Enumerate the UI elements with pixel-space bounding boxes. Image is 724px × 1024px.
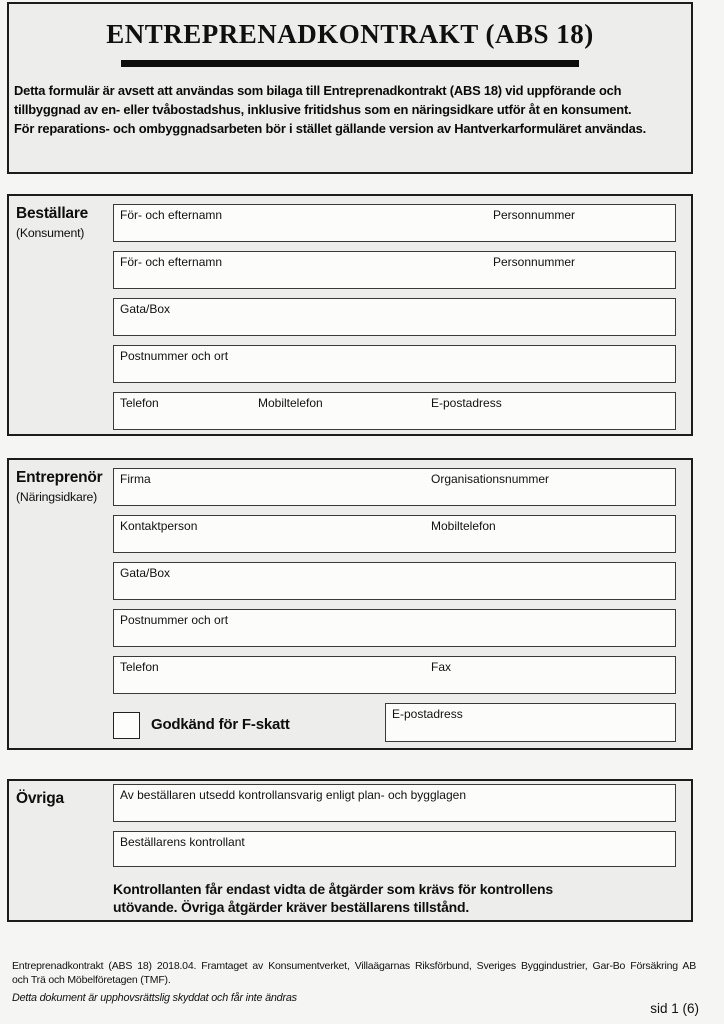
ovriga-fields — [113, 784, 676, 916]
bestallare-label: Beställare — [16, 205, 89, 222]
phone-label: Telefon — [120, 396, 159, 410]
intro-text — [14, 81, 683, 138]
entreprenor-label: Entreprenör — [16, 469, 103, 486]
street-label: Gata/Box — [120, 302, 171, 316]
orgnr-label: Organisationsnummer — [431, 472, 550, 486]
bestallare-street-field[interactable] — [113, 298, 676, 336]
intro-line-1: Detta formulär är avsett att användas som bilaga till Entreprenadkontrakt (ABS 18) vid uppförande och — [14, 83, 622, 98]
ovriga-section-label — [16, 790, 112, 808]
fskatt-row — [113, 703, 676, 742]
section-entreprenor — [7, 458, 693, 750]
zip-label: Postnummer och ort — [120, 349, 229, 363]
note-line-1: Kontrollanten får endast vidta de åtgärder som krävs för kontrollens — [113, 881, 553, 897]
intro-line-2: tillbyggnad av en- eller tvåbostadshus, inklusive fritidshus som en näringsidkare utför åt en konsument. — [14, 102, 632, 117]
title-box — [7, 2, 693, 174]
ent-phone-label: Telefon — [120, 660, 159, 674]
firma-label: Firma — [120, 472, 151, 486]
kontrollant-label: Beställarens kontrollant — [120, 835, 245, 849]
entreprenor-fields — [113, 468, 676, 742]
ovriga-label: Övriga — [16, 790, 64, 807]
section-bestallare — [7, 194, 693, 436]
kontrollansvarig-field[interactable] — [113, 784, 676, 822]
entreprenor-contact-field[interactable] — [113, 515, 676, 553]
kontrollant-field[interactable] — [113, 831, 676, 867]
entreprenor-sublabel: (Näringsidkare) — [16, 490, 98, 504]
pnr2-label: Personnummer — [493, 255, 576, 269]
credits-line-1: Entreprenadkontrakt (ABS 18) 2018.04. Framtaget av Konsumentverket, Villaägarnas Riksförbund, Sveriges Byggindustrier, Gar-Bo Försäkring AB — [12, 960, 696, 972]
kontrollansvarig-label: Av beställaren utsedd kontrollansvarig enligt plan- och bygglagen — [120, 788, 467, 802]
bestallare-name2-field[interactable] — [113, 251, 676, 289]
contact-label: Kontaktperson — [120, 519, 198, 533]
email-label: E-postadress — [431, 396, 502, 410]
entreprenor-section-label — [16, 469, 112, 504]
page-number: sid 1 (6) — [650, 1001, 699, 1016]
footer-credits — [12, 960, 696, 987]
entreprenor-firma-field[interactable] — [113, 468, 676, 506]
credits-line-2: och Trä och Möbelföretagen (TMF). — [12, 973, 171, 986]
entreprenor-email-field[interactable] — [385, 703, 676, 742]
name2-label: För- och efternamn — [120, 255, 223, 269]
bestallare-name1-field[interactable] — [113, 204, 676, 242]
title-underline-bar — [121, 60, 579, 67]
page-title: ENTREPRENADKONTRAKT (ABS 18) — [106, 19, 594, 49]
mobile-label: Mobiltelefon — [258, 396, 323, 410]
fax-label: Fax — [431, 660, 452, 674]
bestallare-fields — [113, 204, 676, 439]
section-ovriga — [7, 779, 693, 922]
bestallare-sublabel: (Konsument) — [16, 226, 85, 240]
kontrollant-note — [113, 880, 676, 916]
ent-mobile-label: Mobiltelefon — [431, 519, 496, 533]
ent-email-label: E-postadress — [392, 707, 463, 721]
bestallare-phone-field[interactable] — [113, 392, 676, 430]
entreprenor-street-field[interactable] — [113, 562, 676, 600]
entreprenor-zip-field[interactable] — [113, 609, 676, 647]
ent-zip-label: Postnummer och ort — [120, 613, 229, 627]
intro-line-3: För reparations- och ombyggnadsarbeten bör i stället gällande version av Hantverkarformuläret användas. — [14, 121, 646, 136]
entreprenor-phone-field[interactable] — [113, 656, 676, 694]
bestallare-section-label — [16, 205, 112, 240]
f-skatt-label: Godkänd för F-skatt — [151, 716, 290, 733]
name1-label: För- och efternamn — [120, 208, 223, 222]
ent-street-label: Gata/Box — [120, 566, 171, 580]
copyright-note: Detta dokument är upphovsrättslig skyddat och får inte ändras — [12, 992, 297, 1004]
note-line-2: utövande. Övriga åtgärder kräver beställarens tillstånd. — [113, 899, 470, 915]
f-skatt-checkbox[interactable] — [113, 712, 140, 739]
pnr1-label: Personnummer — [493, 208, 576, 222]
bestallare-zip-field[interactable] — [113, 345, 676, 383]
